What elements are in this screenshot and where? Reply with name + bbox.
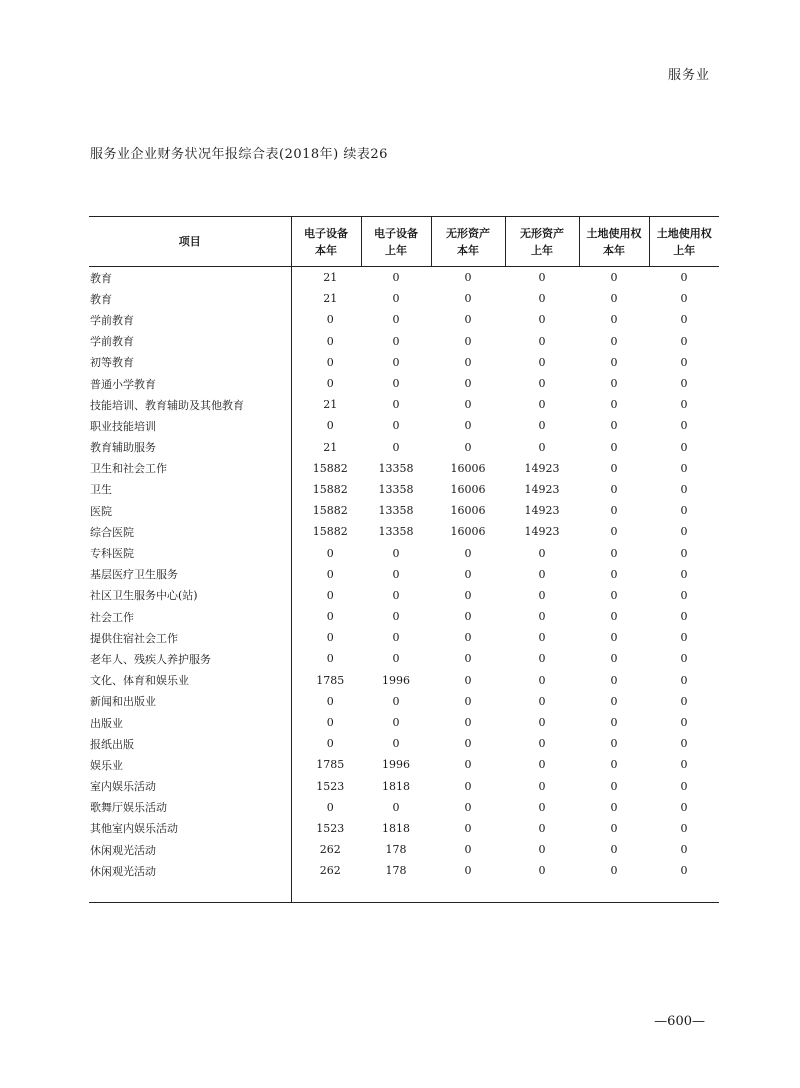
table-cell: 0 xyxy=(538,377,546,391)
table-cell: 0 xyxy=(610,779,618,793)
table-cell: 0 xyxy=(392,271,400,285)
table-cell: 0 xyxy=(464,779,472,793)
table-cell: 262 xyxy=(319,843,341,857)
table-cell: 0 xyxy=(392,694,400,708)
table-cell: 0 xyxy=(392,313,400,327)
table-cell: 0 xyxy=(326,610,334,624)
table-cell: 0 xyxy=(538,821,546,835)
table-cell: 13358 xyxy=(378,525,414,539)
table-cell: 0 xyxy=(464,419,472,433)
table-row xyxy=(89,776,719,797)
table-cell: 0 xyxy=(538,271,546,285)
table-cell: 0 xyxy=(610,610,618,624)
table-cell: 0 xyxy=(538,567,546,581)
table-cell: 0 xyxy=(680,292,688,306)
table-cell: 0 xyxy=(610,271,618,285)
table-row xyxy=(89,797,719,818)
table-cell: 0 xyxy=(680,800,688,814)
row-label: 提供住宿社会工作 xyxy=(89,627,291,648)
table-row xyxy=(89,670,719,691)
table-cell: 0 xyxy=(680,758,688,772)
table-cell: 0 xyxy=(464,588,472,602)
row-label: 老年人、残疾人养护服务 xyxy=(89,648,291,669)
table-cell: 0 xyxy=(464,377,472,391)
table-row xyxy=(89,585,719,606)
table-cell: 0 xyxy=(680,588,688,602)
column-header-line2: 本年 xyxy=(603,243,625,257)
table-cell: 0 xyxy=(610,716,618,730)
table-row xyxy=(89,648,719,669)
table-cell: 0 xyxy=(392,398,400,412)
table-row xyxy=(89,754,719,775)
table-cell: 1818 xyxy=(382,779,410,793)
row-label: 社会工作 xyxy=(89,606,291,627)
header-row xyxy=(89,217,719,267)
column-header-line1: 电子设备 xyxy=(304,226,348,240)
page-number: —600— xyxy=(654,1014,705,1029)
section-label: 服务业 xyxy=(667,68,710,83)
row-label: 基层医疗卫生服务 xyxy=(89,564,291,585)
table-cell: 0 xyxy=(610,440,618,454)
row-label: 专科医院 xyxy=(89,542,291,563)
table-cell: 0 xyxy=(392,334,400,348)
table-cell: 0 xyxy=(538,440,546,454)
table-cell: 0 xyxy=(392,716,400,730)
table-cell: 0 xyxy=(392,292,400,306)
table-cell: 0 xyxy=(538,779,546,793)
data-table xyxy=(89,216,719,903)
table-row xyxy=(89,437,719,458)
table-cell: 0 xyxy=(464,694,472,708)
table-row xyxy=(89,331,719,352)
table-cell: 0 xyxy=(538,716,546,730)
column-header-line2: 上年 xyxy=(531,243,553,257)
row-label: 报纸出版 xyxy=(89,733,291,754)
table-title: 服务业企业财务状况年报综合表(2018年) 续表26 xyxy=(90,147,388,162)
table-row xyxy=(89,564,719,585)
table-cell: 0 xyxy=(392,588,400,602)
table-cell: 0 xyxy=(610,673,618,687)
table-cell: 0 xyxy=(464,821,472,835)
table-cell: 0 xyxy=(610,546,618,560)
table-cell: 0 xyxy=(326,588,334,602)
table-cell: 0 xyxy=(464,610,472,624)
table-cell: 21 xyxy=(323,398,338,412)
table-cell: 178 xyxy=(385,843,407,857)
table-cell: 0 xyxy=(680,355,688,369)
table-cell: 0 xyxy=(538,292,546,306)
table-cell: 0 xyxy=(392,631,400,645)
table-cell: 14923 xyxy=(524,504,560,518)
table-cell: 0 xyxy=(680,334,688,348)
table-cell: 0 xyxy=(610,864,618,878)
table-cell: 0 xyxy=(326,652,334,666)
row-label: 综合医院 xyxy=(89,521,291,542)
table-cell: 13358 xyxy=(378,482,414,496)
table-cell: 0 xyxy=(610,525,618,539)
table-cell: 0 xyxy=(464,440,472,454)
table-cell: 16006 xyxy=(450,525,486,539)
table-cell: 0 xyxy=(464,292,472,306)
table-cell: 0 xyxy=(392,610,400,624)
table-cell: 13358 xyxy=(378,461,414,475)
column-header xyxy=(291,217,361,267)
column-header xyxy=(579,217,649,267)
table-cell: 0 xyxy=(326,546,334,560)
row-label: 出版业 xyxy=(89,712,291,733)
column-header-line1: 土地使用权 xyxy=(586,226,642,240)
table-cell: 16006 xyxy=(450,482,486,496)
row-label: 休闲观光活动 xyxy=(89,860,291,881)
table-cell: 0 xyxy=(538,737,546,751)
table-cell: 0 xyxy=(326,694,334,708)
row-label: 教育 xyxy=(89,267,291,289)
spacer-cell xyxy=(291,881,361,903)
table-cell: 0 xyxy=(538,758,546,772)
spacer-cell xyxy=(649,881,719,903)
table-cell: 0 xyxy=(610,652,618,666)
table-row xyxy=(89,627,719,648)
table-cell: 15882 xyxy=(312,482,348,496)
row-label: 其他室内娱乐活动 xyxy=(89,818,291,839)
table-cell: 0 xyxy=(464,631,472,645)
column-header-line2: 上年 xyxy=(673,243,696,257)
table-row xyxy=(89,839,719,860)
table-cell: 16006 xyxy=(450,504,486,518)
row-label: 卫生和社会工作 xyxy=(89,458,291,479)
column-header-line1: 土地使用权 xyxy=(656,226,712,240)
table-cell: 0 xyxy=(538,355,546,369)
row-label: 文化、体育和娱乐业 xyxy=(89,670,291,691)
table-spacer-row xyxy=(89,881,719,903)
table-row xyxy=(89,712,719,733)
spacer-cell xyxy=(505,881,579,903)
table-cell: 0 xyxy=(538,652,546,666)
table-cell: 0 xyxy=(326,716,334,730)
table-cell: 0 xyxy=(680,610,688,624)
row-label: 娱乐业 xyxy=(89,754,291,775)
table-cell: 0 xyxy=(680,716,688,730)
table-cell: 0 xyxy=(610,800,618,814)
table-cell: 0 xyxy=(392,800,400,814)
row-label: 职业技能培训 xyxy=(89,415,291,436)
table-cell: 0 xyxy=(610,377,618,391)
table-cell: 0 xyxy=(610,292,618,306)
table-cell: 0 xyxy=(610,398,618,412)
table-cell: 0 xyxy=(326,800,334,814)
table-cell: 1818 xyxy=(382,821,410,835)
table-cell: 0 xyxy=(464,567,472,581)
table-cell: 0 xyxy=(326,377,334,391)
table-cell: 16006 xyxy=(450,461,486,475)
column-header-line2: 项目 xyxy=(178,235,201,248)
table-cell: 0 xyxy=(680,567,688,581)
spacer-cell xyxy=(579,881,649,903)
table-cell: 0 xyxy=(464,652,472,666)
table-cell: 0 xyxy=(538,419,546,433)
table-cell: 0 xyxy=(610,567,618,581)
table-cell: 15882 xyxy=(312,504,348,518)
row-label: 学前教育 xyxy=(89,331,291,352)
table-cell: 0 xyxy=(464,800,472,814)
table-cell: 0 xyxy=(680,546,688,560)
table-cell: 0 xyxy=(610,419,618,433)
table-cell: 1785 xyxy=(316,758,345,772)
table-cell: 0 xyxy=(680,737,688,751)
table-cell: 0 xyxy=(538,313,546,327)
table-cell: 14923 xyxy=(524,525,560,539)
row-label: 休闲观光活动 xyxy=(89,839,291,860)
table-cell: 0 xyxy=(538,843,546,857)
column-header-item xyxy=(89,217,291,267)
table-row xyxy=(89,267,719,289)
table-cell: 0 xyxy=(610,504,618,518)
table-cell: 0 xyxy=(680,377,688,391)
table-cell: 0 xyxy=(464,758,472,772)
table-cell: 0 xyxy=(392,546,400,560)
table-cell: 0 xyxy=(610,821,618,835)
table-cell: 0 xyxy=(610,461,618,475)
table-cell: 0 xyxy=(392,652,400,666)
table-cell: 0 xyxy=(610,588,618,602)
table-row xyxy=(89,606,719,627)
row-label: 社区卫生服务中心(站) xyxy=(89,585,291,606)
table-cell: 0 xyxy=(538,694,546,708)
table-row xyxy=(89,373,719,394)
table-row xyxy=(89,458,719,479)
table-cell: 0 xyxy=(464,716,472,730)
table-cell: 0 xyxy=(680,271,688,285)
table-cell: 0 xyxy=(538,800,546,814)
table-cell: 0 xyxy=(326,631,334,645)
row-label: 室内娱乐活动 xyxy=(89,776,291,797)
table-cell: 0 xyxy=(538,588,546,602)
table-cell: 0 xyxy=(392,567,400,581)
table-cell: 0 xyxy=(538,631,546,645)
column-header-line1: 电子设备 xyxy=(374,226,418,240)
table-cell: 21 xyxy=(323,440,338,454)
table-cell: 0 xyxy=(610,631,618,645)
table-cell: 0 xyxy=(538,398,546,412)
column-header xyxy=(431,217,505,267)
table-cell: 0 xyxy=(680,694,688,708)
table-cell: 0 xyxy=(464,355,472,369)
table-cell: 0 xyxy=(538,546,546,560)
table-cell: 0 xyxy=(464,271,472,285)
table-cell: 0 xyxy=(538,673,546,687)
row-label: 新闻和出版业 xyxy=(89,691,291,712)
table-cell: 0 xyxy=(680,631,688,645)
column-header xyxy=(649,217,719,267)
row-label: 卫生 xyxy=(89,479,291,500)
table-row xyxy=(89,542,719,563)
table-cell: 0 xyxy=(680,673,688,687)
row-label: 技能培训、教育辅助及其他教育 xyxy=(89,394,291,415)
table-cell: 0 xyxy=(610,694,618,708)
table-cell: 0 xyxy=(392,440,400,454)
table-row xyxy=(89,309,719,330)
row-label: 教育 xyxy=(89,288,291,309)
row-label: 普通小学教育 xyxy=(89,373,291,394)
table-cell: 0 xyxy=(610,334,618,348)
table-row xyxy=(89,521,719,542)
table-cell: 1785 xyxy=(316,673,345,687)
data-table-container xyxy=(89,216,713,903)
table-cell: 14923 xyxy=(524,461,560,475)
table-cell: 0 xyxy=(464,864,472,878)
row-label: 教育辅助服务 xyxy=(89,437,291,458)
row-label: 医院 xyxy=(89,500,291,521)
table-cell: 0 xyxy=(538,610,546,624)
table-cell: 0 xyxy=(680,779,688,793)
table-cell: 0 xyxy=(326,419,334,433)
table-cell: 0 xyxy=(464,334,472,348)
table-cell: 21 xyxy=(323,292,338,306)
spacer-cell xyxy=(361,881,431,903)
table-row xyxy=(89,415,719,436)
table-cell: 0 xyxy=(464,398,472,412)
row-label: 歌舞厅娱乐活动 xyxy=(89,797,291,818)
table-cell: 0 xyxy=(326,334,334,348)
table-cell: 0 xyxy=(680,504,688,518)
table-cell: 0 xyxy=(464,313,472,327)
table-cell: 0 xyxy=(680,461,688,475)
table-cell: 262 xyxy=(319,864,341,878)
column-header-line2: 本年 xyxy=(315,243,337,257)
table-cell: 1523 xyxy=(316,779,345,793)
table-row xyxy=(89,500,719,521)
table-cell: 0 xyxy=(392,355,400,369)
table-row xyxy=(89,818,719,839)
table-cell: 0 xyxy=(610,482,618,496)
table-body xyxy=(89,267,719,903)
table-cell: 0 xyxy=(610,737,618,751)
table-cell: 21 xyxy=(323,271,338,285)
table-cell: 0 xyxy=(680,482,688,496)
table-row xyxy=(89,352,719,373)
column-header-line2: 本年 xyxy=(457,243,479,257)
table-cell: 1996 xyxy=(382,673,410,687)
table-cell: 15882 xyxy=(312,461,348,475)
table-cell: 0 xyxy=(464,737,472,751)
table-row xyxy=(89,288,719,309)
table-cell: 0 xyxy=(464,546,472,560)
table-row xyxy=(89,479,719,500)
table-cell: 0 xyxy=(680,313,688,327)
table-cell: 0 xyxy=(680,419,688,433)
table-cell: 1996 xyxy=(382,758,410,772)
table-cell: 0 xyxy=(538,864,546,878)
table-row xyxy=(89,394,719,415)
table-row xyxy=(89,691,719,712)
table-cell: 15882 xyxy=(312,525,348,539)
table-cell: 13358 xyxy=(378,504,414,518)
table-cell: 0 xyxy=(680,398,688,412)
table-row xyxy=(89,733,719,754)
table-cell: 0 xyxy=(464,673,472,687)
table-cell: 0 xyxy=(464,843,472,857)
column-header-line1: 无形资产 xyxy=(520,226,564,240)
table-cell: 0 xyxy=(326,313,334,327)
row-label: 初等教育 xyxy=(89,352,291,373)
table-cell: 0 xyxy=(326,355,334,369)
table-cell: 0 xyxy=(680,821,688,835)
table-cell: 0 xyxy=(610,843,618,857)
table-cell: 0 xyxy=(326,567,334,581)
table-cell: 0 xyxy=(680,864,688,878)
table-cell: 0 xyxy=(680,843,688,857)
column-header-line2: 上年 xyxy=(385,243,407,257)
table-cell: 178 xyxy=(385,864,407,878)
column-header xyxy=(361,217,431,267)
table-cell: 0 xyxy=(680,525,688,539)
table-cell: 1523 xyxy=(316,821,345,835)
table-cell: 0 xyxy=(680,652,688,666)
spacer-cell xyxy=(431,881,505,903)
table-cell: 0 xyxy=(538,334,546,348)
table-cell: 0 xyxy=(680,440,688,454)
row-label: 学前教育 xyxy=(89,309,291,330)
table-header xyxy=(89,217,719,267)
table-cell: 0 xyxy=(392,737,400,751)
table-cell: 0 xyxy=(392,377,400,391)
table-cell: 0 xyxy=(326,737,334,751)
table-cell: 0 xyxy=(610,355,618,369)
table-row xyxy=(89,860,719,881)
table-cell: 14923 xyxy=(524,482,560,496)
table-cell: 0 xyxy=(610,758,618,772)
table-cell: 0 xyxy=(610,313,618,327)
column-header-line1: 无形资产 xyxy=(446,226,490,240)
spacer-cell xyxy=(89,881,291,903)
column-header xyxy=(505,217,579,267)
table-cell: 0 xyxy=(392,419,400,433)
